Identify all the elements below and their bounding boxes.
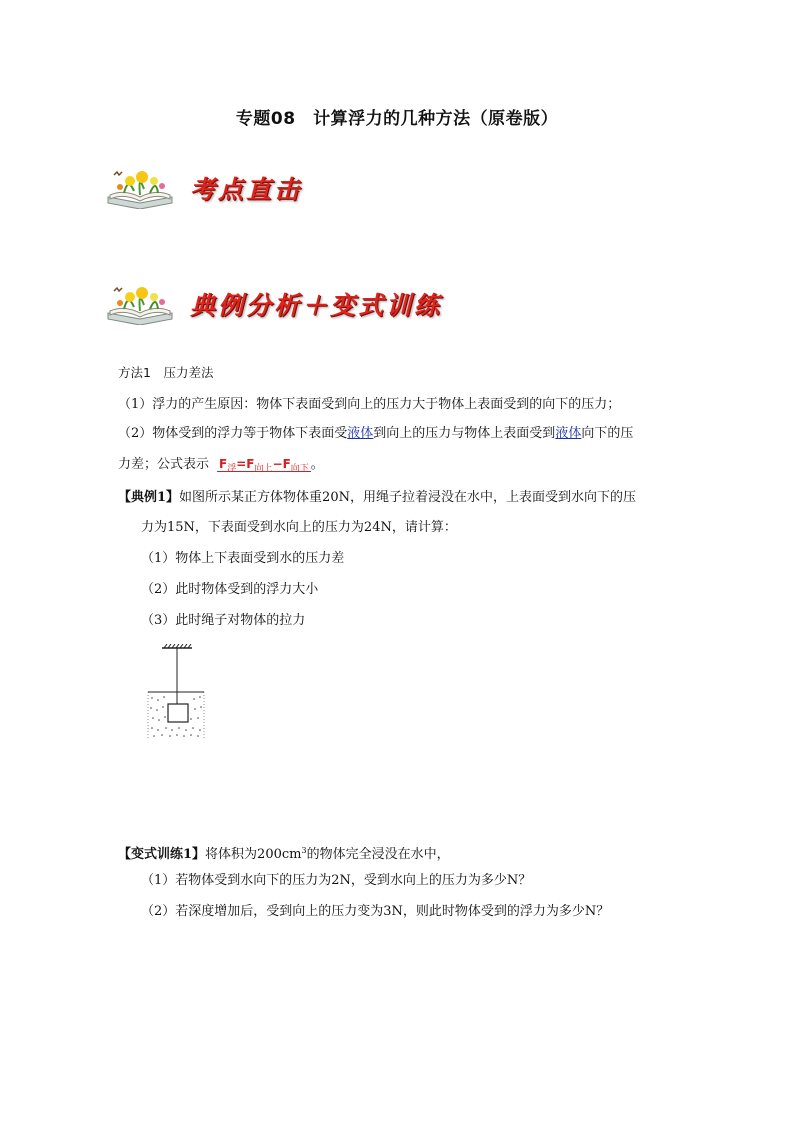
section-heading-key-points: 考点直击 — [190, 175, 303, 204]
point2-text-post: 向下的压 — [581, 426, 634, 441]
variant-1-line-1 — [118, 842, 450, 864]
example-question-3: （3）此时绳子对物体的拉力 — [141, 613, 306, 628]
section-banner-key-points — [104, 164, 302, 212]
section-banner-examples — [104, 280, 442, 328]
example-label: 【典例1】 — [118, 490, 180, 505]
point2-text-pre: （2）物体受到的浮力等于物体下表面受 — [118, 426, 348, 441]
page-title: 专题08 计算浮力的几种方法（原卷版） — [235, 109, 559, 129]
method-point-1: （1）浮力的产生原因：物体下表面受到向上的压力大于物体上表面受到的向下的压力； — [118, 397, 621, 412]
variant-text-pre: 将体积为200cm — [205, 847, 302, 862]
formula-end: 。 — [310, 457, 324, 472]
example-question-1: （1）物体上下表面受到水的压力差 — [141, 551, 345, 566]
example-question-2: （2）此时物体受到的浮力大小 — [141, 582, 319, 597]
example-1-line-1 — [118, 489, 636, 507]
book-flower-icon — [104, 283, 176, 325]
variant-question-2: （2）若深度增加后，受到向上的压力变为3N，则此时物体受到的浮力为多少N？ — [141, 904, 610, 919]
variant-label: 【变式训练1】 — [118, 847, 206, 862]
point2-text-mid: 到向上的压力与物体上表面受到 — [373, 426, 556, 441]
method-point-2-line-1 — [118, 425, 633, 443]
term-link-liquid[interactable]: 液体 — [555, 426, 582, 441]
example-text-1: 如图所示某正方体物体重20N，用绳子拉着浸没在水中，上表面受到水向下的压 — [179, 490, 636, 505]
book-flower-icon — [104, 167, 176, 209]
term-link-liquid[interactable]: 液体 — [347, 426, 374, 441]
method-heading: 方法1 压力差法 — [118, 365, 214, 380]
variant-text-post: 的物体完全浸没在水中， — [306, 847, 450, 862]
variant-question-1: （1）若物体受到水向下的压力为2N，受到水向上的压力为多少N？ — [141, 873, 532, 888]
variant-superscript: 3 — [301, 846, 307, 855]
submerged-cube-diagram — [146, 644, 206, 740]
point2-line2-text: 力差；公式表示 — [118, 457, 210, 472]
method-point-2-line-2 — [118, 455, 324, 478]
section-heading-examples: 典例分析＋变式训练 — [190, 291, 443, 320]
example-1-line-2: 力为15N，下表面受到水向上的压力为24N，请计算： — [141, 520, 457, 535]
buoyancy-formula: $F_浮=F_{向上}-F_{向下}$ — [219, 457, 309, 474]
